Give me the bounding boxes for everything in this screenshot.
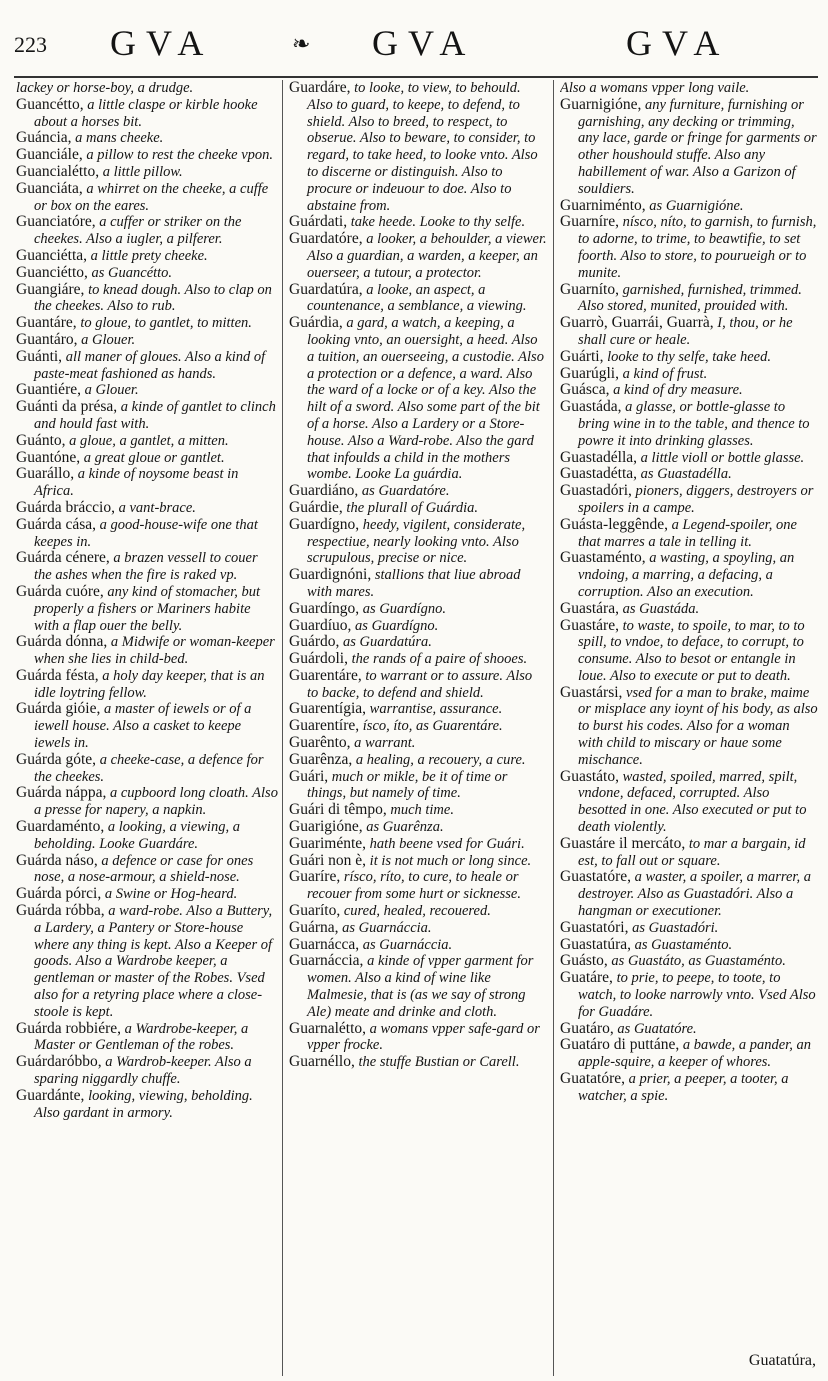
dictionary-entry (16, 634, 278, 668)
entry-definition: as Guatatóre. (613, 1020, 697, 1037)
dictionary-entry (560, 970, 818, 1020)
entry-headword: Guárdie, (289, 498, 343, 516)
dictionary-entry (289, 483, 547, 500)
dictionary-entry (16, 752, 278, 786)
dictionary-entry (16, 785, 278, 819)
column-divider (282, 80, 283, 1376)
dictionary-entry (16, 1021, 278, 1055)
page-header (0, 22, 828, 72)
entry-headword: Guárda róbba, (16, 902, 105, 920)
entry-headword: Guastáto, (560, 767, 619, 785)
entry-headword: Guanciétto, (16, 263, 88, 281)
entry-headword: Guatáro di puttáne, (560, 1036, 680, 1054)
dictionary-entry (289, 718, 547, 735)
entry-headword: Guárda náppa, (16, 784, 107, 802)
dictionary-entry (289, 937, 547, 954)
entry-headword: Guánto, (16, 431, 66, 449)
dictionary-entry (560, 315, 818, 349)
entry-definition: a Swine or Hog-heard. (101, 886, 238, 903)
entry-definition: a Wardrob-keeper. Also a sparing niggardly chuffe. (34, 1054, 252, 1088)
entry-headword: Guantáro, (16, 330, 78, 348)
running-head-right: GVA (626, 23, 730, 63)
dictionary-entry (289, 668, 547, 702)
dictionary-entry (16, 550, 278, 584)
dictionary-entry (16, 433, 278, 450)
dictionary-entry (289, 567, 547, 601)
dictionary-entry (16, 517, 278, 551)
entry-definition: a little violl or bottle glasse. (637, 449, 805, 466)
dictionary-entry (16, 248, 278, 265)
dictionary-entry (560, 1071, 818, 1105)
entry-headword: Guastadélla, (560, 448, 638, 466)
dictionary-entry (289, 802, 547, 819)
dictionary-entry (560, 214, 818, 281)
entry-headword: Guárdoli, (289, 650, 348, 668)
entry-headword: Guastadétta, (560, 465, 638, 483)
entry-definition: to waste, to spoile, to mar, to to spill, to vndoe, to deface, to corrupt, to consume. Also to besot or entangle in loue. Also to execute or put to death. (578, 617, 805, 684)
running-head-left: GVA (110, 23, 214, 63)
entry-headword: Guantiére, (16, 381, 81, 399)
entry-headword: Guanciétta, (16, 246, 88, 264)
dictionary-entry (560, 80, 818, 97)
entry-definition: a whirret on the cheeke, a cuffe or box on the eares. (34, 180, 269, 214)
entry-headword: Guárda pórci, (16, 885, 102, 903)
entry-definition: a holy day keeper, that is an idle loytring fellow. (34, 667, 265, 701)
entry-definition: a Wardrobe-keeper, a Master or Gentleman of the robes. (34, 1020, 249, 1054)
dictionary-entry (289, 903, 547, 920)
entry-definition: a little claspe or kirble hooke about a horses bit. (34, 96, 258, 130)
entry-definition: all maner of gloues. Also a kind of paste-meat fashioned as hands. (34, 348, 266, 382)
entry-headword: Guarnigióne, (560, 95, 642, 113)
entry-definition: a prier, a peeper, a tooter, a watcher, a spie. (578, 1071, 789, 1104)
entry-headword: Guarnalétto, (289, 1019, 367, 1037)
entry-definition: a cheeke-case, a defence for the cheekes. (34, 751, 264, 785)
entry-definition: as Guardatúra. (339, 634, 432, 651)
dictionary-entry (16, 282, 278, 316)
entry-headword: Guardígno, (289, 515, 360, 533)
dictionary-entry (289, 500, 547, 517)
entry-definition: a looke, an aspect, a countenance, a semblance, a viewing. (307, 281, 527, 315)
entry-headword: Guárda fésta, (16, 666, 99, 684)
entry-headword: Guardatóre, (289, 230, 363, 248)
dictionary-entry (560, 601, 818, 618)
dictionary-entry (289, 214, 547, 231)
entry-definition: Also a womans vpper long vaile. (560, 80, 750, 96)
entry-definition: a brazen vessell to couer the ashes when the fire is raked vp. (34, 550, 258, 584)
dictionary-entry (289, 953, 547, 1020)
dictionary-entry (289, 618, 547, 635)
entry-definition: a pillow to rest the cheeke vpon. (82, 147, 274, 164)
entry-headword: Guastadóri, (560, 482, 632, 500)
dictionary-entry (16, 399, 278, 433)
entry-headword: Guariménte, (289, 834, 367, 852)
dictionary-entry (560, 685, 818, 769)
dictionary-entry (289, 282, 547, 316)
entry-headword: Guaríto, (289, 902, 341, 920)
entry-headword: Guastáre, (560, 616, 619, 634)
entry-definition: as Guardatóre. (358, 483, 450, 500)
entry-headword: Guardiáno, (289, 482, 359, 500)
entry-definition: a master of iewels or of a iewell house. Also a casket to keepe iewels in. (34, 701, 252, 752)
entry-definition: heedy, vigilent, considerate, respectiue, nearly looking vnto. Also scrupulous, precise or nice. (307, 516, 526, 567)
entry-definition: as Guarnáccia. (338, 919, 432, 936)
dictionary-entry (560, 836, 818, 870)
entry-headword: Guarentáre, (289, 666, 362, 684)
entry-headword: Guárda cuóre, (16, 582, 104, 600)
entry-headword: Guancétto, (16, 95, 84, 113)
dictionary-entry (560, 1021, 818, 1038)
dictionary-entry (289, 752, 547, 769)
entry-definition: as Guardígno. (351, 617, 439, 634)
entry-headword: Guastatóri, (560, 918, 629, 936)
entry-headword: Guardignóni, (289, 566, 372, 584)
entry-definition: to gloue, to gantlet, to mitten. (76, 315, 252, 332)
entry-headword: Guardatúra, (289, 280, 363, 298)
entry-definition: warrantise, assurance. (366, 701, 503, 718)
dictionary-entry (289, 920, 547, 937)
entry-definition: a warrant. (350, 735, 416, 752)
entry-definition: a little pillow. (99, 163, 183, 180)
entry-definition: the plurall of Guárdia. (342, 499, 478, 516)
entry-definition: hath beene vsed for Guári. (366, 835, 525, 852)
dictionary-entry (289, 80, 547, 214)
dictionary-entry (289, 819, 547, 836)
dictionary-entry (16, 181, 278, 215)
entry-definition: a Legend-spoiler, one that marres a tale in telling it. (578, 516, 797, 550)
entry-definition: as Guarênza. (362, 819, 444, 836)
dictionary-entry (289, 869, 547, 903)
entry-headword: Guárda náso, (16, 851, 98, 869)
entry-headword: Guardánte, (16, 1086, 85, 1104)
entry-headword: Guanciáta, (16, 179, 83, 197)
dictionary-entry (289, 769, 547, 803)
entry-headword: Guanciále, (16, 146, 83, 164)
dictionary-entry (560, 349, 818, 366)
dictionary-entry (289, 231, 547, 281)
entry-headword: Guásta-leggênde, (560, 515, 669, 533)
entry-headword: Guastáre il mercáto, (560, 834, 686, 852)
entry-definition: a kind of frust. (618, 365, 708, 382)
entry-headword: Guatáro, (560, 1019, 614, 1037)
column-1 (16, 80, 278, 1376)
entry-definition: as Guastáda. (618, 600, 700, 617)
entry-headword: Guári di têmpo, (289, 801, 387, 819)
dictionary-entry (289, 517, 547, 567)
entry-definition: lackey or horse-boy, a drudge. (16, 80, 194, 96)
dictionary-entry (560, 366, 818, 383)
dictionary-entry (560, 450, 818, 467)
dictionary-entry (289, 836, 547, 853)
dictionary-entry (16, 164, 278, 181)
entry-headword: Guardaménto, (16, 818, 105, 836)
entry-definition: to mar a bargain, id est, to fall out or square. (578, 835, 806, 869)
entry-headword: Guanciatóre, (16, 213, 96, 231)
entry-definition: a wasting, a spoyling, an vndoing, a marring, a defacing, a corruption. Also an execution. (578, 550, 795, 600)
entry-definition: a kind of dry measure. (609, 382, 743, 399)
entry-definition: a gard, a watch, a keeping, a looking vnto, an ouersight, a heed. Also a tuition, an ouerseeing, a custodie. Also a protection or a defence, a ward. Also the ward of a locke or of a key. Also the hilt of a sword. Also some part of the bit of a horse. Also a Lardery or a Store-house. Also a Ward-robe. Also the gard that infoulds a child in the mothers wombe. Looke La guárdia. (307, 315, 544, 483)
dictionary-entry (560, 466, 818, 483)
entry-headword: Guastatóre, (560, 868, 632, 886)
entry-headword: Guásto, (560, 952, 608, 970)
entry-headword: Guarentíre, (289, 717, 360, 735)
dictionary-entry (560, 483, 818, 517)
entry-definition: a gloue, a gantlet, a mitten. (65, 432, 229, 449)
dictionary-entry (560, 937, 818, 954)
dictionary-entry (560, 769, 818, 836)
entry-definition: the stuffe Bustian or Carell. (354, 1054, 520, 1071)
entry-headword: Guánti, (16, 347, 63, 365)
dictionary-entry (16, 332, 278, 349)
entry-headword: Guárti, (560, 347, 604, 365)
dictionary-entry (16, 701, 278, 751)
entry-definition: a mans cheeke. (71, 130, 164, 147)
entry-definition: pioners, diggers, destroyers or spoilers in a campe. (578, 483, 814, 516)
entry-headword: Guánti da présa, (16, 398, 118, 416)
entry-definition: looking, viewing, beholding. Also gardant in armory. (34, 1087, 253, 1121)
entry-definition: stallions that liue abroad with mares. (307, 567, 521, 600)
entry-definition: any kind of stomacher, but properly a fishers or Mariners habite with a flap ouer the belly. (34, 583, 261, 634)
entry-definition: a Glouer. (77, 331, 136, 348)
entry-headword: Guardíuo, (289, 616, 352, 634)
entry-headword: Guárdaróbbo, (16, 1053, 102, 1071)
entry-definition: as Guastaménto. (631, 936, 733, 953)
dictionary-entry (560, 198, 818, 215)
entry-definition: rísco, ríto, to cure, to heale or recouer from some hurt or sicknesse. (307, 869, 521, 903)
entry-headword: Guarigióne, (289, 818, 363, 836)
entry-definition: a great gloue or gantlet. (80, 449, 225, 466)
entry-definition: a waster, a spoiler, a marrer, a destroyer. Also as Guastadóri. Also a hangman or executioner. (578, 869, 811, 920)
dictionary-entry (560, 1037, 818, 1071)
dictionary-entry (289, 651, 547, 668)
dictionary-entry (289, 634, 547, 651)
entry-definition: as Guarnáccia. (359, 936, 453, 953)
dictionary-entry (16, 1054, 278, 1088)
header-rule (14, 76, 818, 78)
entry-headword: Guárdo, (289, 633, 340, 651)
entry-definition: ísco, íto, as Guarentáre. (359, 718, 503, 735)
entry-headword: Guarênto, (289, 734, 351, 752)
entry-headword: Guarnáccia, (289, 952, 364, 970)
entry-headword: Guárda góte, (16, 750, 97, 768)
entry-headword: Guárda dónna, (16, 633, 108, 651)
entry-definition: as Guastadélla. (637, 466, 732, 483)
dictionary-entry (16, 466, 278, 500)
entry-definition: as Guardígno. (359, 600, 447, 617)
entry-definition: as Guastáto, as Guastaménto. (607, 953, 786, 970)
entry-definition: to looke, to view, to behould. Also to guard, to keepe, to defend, to shield. Also to breed, to respect, to obserue. Also to beware, to consider, to regard, to take heed, to looke vnto. Also to discerne or distinguish. Also to procure or indeuour to doe. Also to abstaine from. (307, 80, 538, 214)
entry-definition: a Glouer. (80, 382, 139, 399)
dictionary-entry (16, 584, 278, 634)
entry-definition: to warrant or to assure. Also to backe, to defend and shield. (307, 667, 533, 701)
dictionary-entry (560, 869, 818, 919)
entry-definition: a little prety cheeke. (87, 247, 208, 264)
dictionary-entry (560, 920, 818, 937)
entry-headword: Guásca, (560, 381, 610, 399)
entry-definition: a kinde of vpper garment for women. Also a kind of wine like Malmesie, that is (as we say of strong Ale) meate and drinke and cloth. (307, 953, 534, 1020)
entry-definition: it is not much or long since. (366, 852, 532, 869)
dictionary-entry (560, 517, 818, 551)
entry-headword: Guarnéllo, (289, 1053, 355, 1071)
column-divider (553, 80, 554, 1376)
entry-headword: Guarníto, (560, 280, 619, 298)
dictionary-entry (289, 1054, 547, 1071)
entry-headword: Guatatóre, (560, 1070, 625, 1088)
entry-definition: a looker, a behoulder, a viewer. Also a guardian, a warden, a keeper, an ouerseer, a tutour, a protector. (307, 231, 547, 281)
entry-definition: as Guancétto. (87, 264, 173, 281)
entry-definition: take heede. Looke to thy selfe. (347, 214, 526, 231)
entry-headword: Guaríre, (289, 868, 341, 886)
entry-definition: nísco, níto, to garnish, to furnish, to adorne, to trime, to beawtifie, to set foorth. Also to store, to pourueigh or to munite. (578, 214, 817, 281)
dictionary-entry (560, 399, 818, 449)
dictionary-entry (560, 550, 818, 600)
entry-headword: Guarnácca, (289, 935, 360, 953)
entry-definition: as Guastadóri. (628, 919, 719, 936)
page-number: 223 (14, 32, 47, 57)
entry-definition: to knead dough. Also to clap on the cheekes. Also to rub. (34, 281, 272, 315)
entry-headword: Guáncia, (16, 129, 72, 147)
entry-headword: Guárdia, (289, 314, 343, 332)
entry-headword: Guatáre, (560, 969, 613, 987)
entry-headword: Guarentígia, (289, 700, 367, 718)
dictionary-entry (289, 735, 547, 752)
dictionary-entry (560, 382, 818, 399)
entry-headword: Guastaménto, (560, 549, 646, 567)
dictionary-entry (16, 147, 278, 164)
dictionary-entry (560, 953, 818, 970)
entry-headword: Guári non è, (289, 851, 367, 869)
entry-headword: Guastársi, (560, 683, 623, 701)
entry-headword: Guardáre, (289, 80, 351, 96)
entry-headword: Guárna, (289, 918, 339, 936)
entry-definition: wasted, spoiled, marred, spilt, vndone, defaced, corrupted. Also besotted in one. Also executed or put to death violently. (578, 768, 807, 836)
entry-definition: a looking, a viewing, a beholding. Looke Guardáre. (34, 819, 240, 852)
dictionary-entry (289, 315, 547, 483)
entry-definition: a kinde of noysome beast in Africa. (34, 466, 239, 500)
entry-headword: Guári, (289, 767, 329, 785)
entry-definition: a Midwife or woman-keeper when she lies in child-bed. (34, 634, 275, 668)
dictionary-entry (16, 349, 278, 383)
entry-definition: much time. (386, 802, 454, 819)
entry-definition: as Guarnigióne. (645, 197, 744, 214)
dictionary-entry (560, 282, 818, 316)
entry-definition: cured, healed, recouered. (340, 903, 491, 920)
entry-headword: Guarrò, Guarrái, Guarrà, (560, 314, 714, 332)
entry-definition: to prie, to peepe, to toote, to watch, to looke narrowly vnto. Vsed Also for Guadáre. (578, 970, 816, 1020)
dictionary-entry (16, 450, 278, 467)
dictionary-entry (16, 668, 278, 702)
entry-headword: Guárda gióie, (16, 700, 101, 718)
entry-headword: Guarníre, (560, 213, 619, 231)
dictionary-entry (560, 618, 818, 685)
entry-definition: much or mikle, be it of time or things, but namely of time. (307, 768, 508, 802)
entry-definition: garnished, furnished, trimmed. Also stored, munited, prouided with. (578, 281, 802, 315)
entry-definition: a cuffer or striker on the cheekes. Also a iugler, a pilferer. (34, 214, 242, 248)
entry-headword: Guarênza, (289, 750, 353, 768)
entry-headword: Guárda bráccio, (16, 498, 115, 516)
entry-headword: Guárda cénere, (16, 549, 110, 567)
column-3 (560, 80, 818, 1376)
dictionary-entry (16, 130, 278, 147)
entry-definition: vsed for a man to brake, maime or misplace any ioynt of his body, as also to burst his codes. Also for a woman with child to miscary or haue some mischance. (578, 684, 818, 768)
dictionary-entry (289, 853, 547, 870)
entry-headword: Guantóne, (16, 448, 81, 466)
column-2 (289, 80, 547, 1376)
dictionary-entry (16, 382, 278, 399)
entry-headword: Guárda cása, (16, 515, 97, 533)
dictionary-entry (289, 1021, 547, 1055)
entry-definition: I, thou, or he shall cure or heale. (578, 315, 793, 348)
entry-definition: a womans vpper safe-gard or vpper frocke. (307, 1020, 540, 1054)
dictionary-entry (16, 500, 278, 517)
entry-headword: Guastatúra, (560, 935, 632, 953)
entry-definition: a healing, a recouery, a cure. (352, 751, 526, 768)
entry-headword: Guancialétto, (16, 162, 100, 180)
entry-definition: a ward-robe. Also a Buttery, a Lardery, a Pantery or Store-house where any thing is kept. Also a Keeper of goods. Also a Wardrobe keeper, a gentleman or master of the Robes. Vsed also for a retyring place where a close-stoole is kept. (34, 903, 273, 1020)
entry-definition: a bawde, a pander, an apple-squire, a keeper of whores. (578, 1037, 811, 1071)
running-head-center: GVA (372, 23, 476, 63)
entry-definition: a good-house-wife one that keepes in. (34, 516, 258, 550)
entry-definition: the rands of a paire of shooes. (347, 651, 528, 668)
entry-headword: Guantáre, (16, 314, 77, 332)
entry-headword: Guardíngo, (289, 599, 360, 617)
dictionary-entry (16, 315, 278, 332)
entry-definition: a defence or case for ones nose, a nose-armour, a shield-nose. (34, 852, 254, 886)
dictionary-entry (289, 601, 547, 618)
dictionary-entry (16, 853, 278, 887)
entry-headword: Guastáda, (560, 398, 622, 416)
dictionary-entry (16, 97, 278, 131)
dictionary-entry (16, 1088, 278, 1122)
catchword: Guatatúra, (748, 1352, 816, 1369)
entry-headword: Guangiáre, (16, 280, 85, 298)
dictionary-entry (560, 97, 818, 198)
dictionary-entry (16, 819, 278, 853)
entry-headword: Guarniménto, (560, 196, 646, 214)
dictionary-entry (289, 701, 547, 718)
entry-headword: Guárda robbiére, (16, 1019, 122, 1037)
entry-headword: Guarállo, (16, 465, 75, 483)
dictionary-entry (16, 886, 278, 903)
entry-definition: a cupboord long cloath. Also a presse for napery, a napkin. (34, 785, 278, 819)
entry-headword: Guastára, (560, 599, 619, 617)
entry-definition: any furniture, furnishing or garnishing, any decking or trimming, any lace, garde or fringe for garments or other houshould stuffe. Also any habillement of war. Also a Garizon of souldiers. (578, 96, 817, 197)
entry-definition: a kinde of gantlet to clinch and hould fast with. (34, 399, 276, 432)
dictionary-entry (16, 265, 278, 282)
dictionary-entry (16, 903, 278, 1021)
entry-headword: Guarúgli, (560, 364, 619, 382)
entry-definition: a glasse, or bottle-glasse to bring wine in to the table, and thence to powre it into drinking glasses. (578, 399, 810, 449)
entry-definition: a vant-brace. (114, 499, 196, 516)
fleuron-ornament-icon: ❧ (292, 32, 311, 57)
entry-definition: looke to thy selfe, take heed. (603, 348, 771, 365)
dictionary-entry (16, 214, 278, 248)
entry-headword: Guárdati, (289, 213, 348, 231)
dictionary-entry (16, 80, 278, 97)
